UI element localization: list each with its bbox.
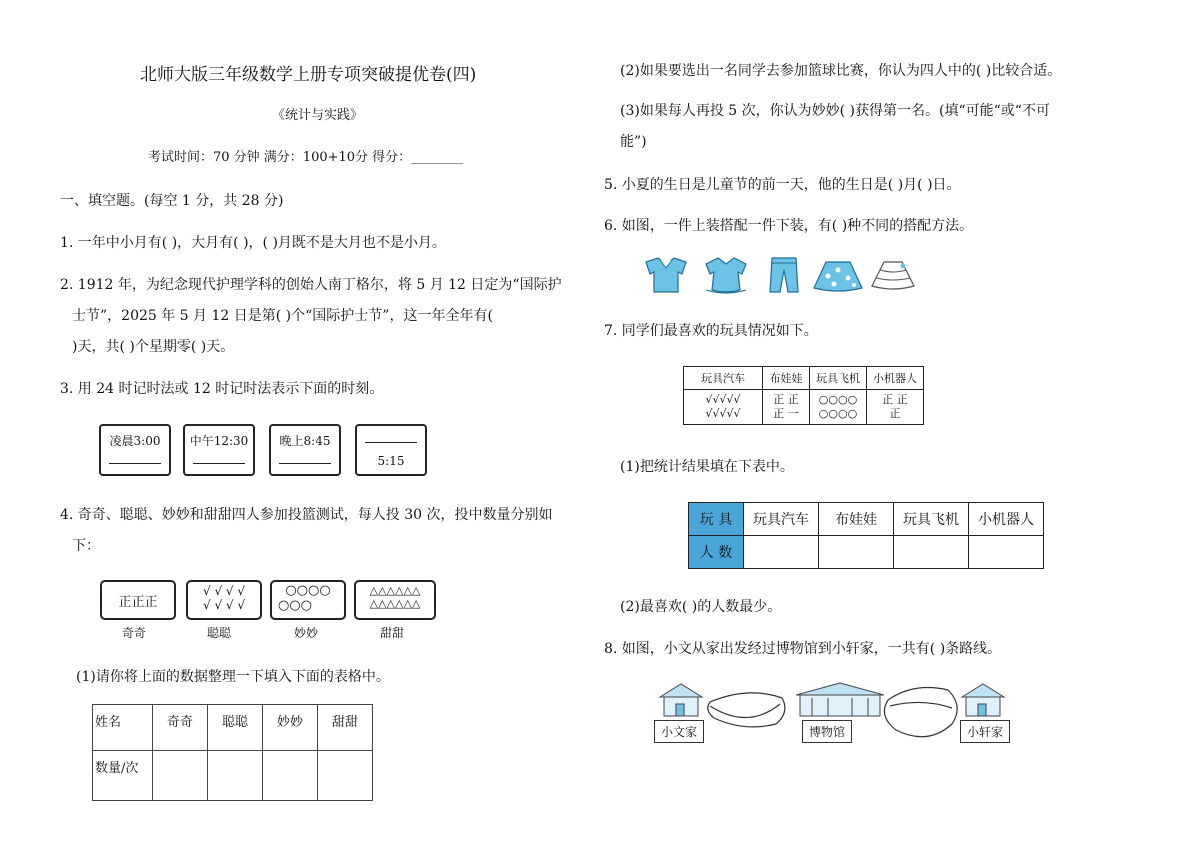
house-icon <box>962 684 1004 716</box>
tally-marks: √√√√√ <box>705 407 741 420</box>
time-box-3 <box>269 424 341 476</box>
question-4-line1: 4. 奇奇、聪聪、妙妙和甜甜四人参加投篮测试，每人投 30 次，投中数量分别如 <box>60 507 553 523</box>
time-box-4 <box>355 424 427 476</box>
table-cell: 玩具飞机 <box>810 367 867 390</box>
tally-marks: ○○○○ <box>285 583 331 598</box>
time-box-label: 凌晨3:00 <box>109 434 161 448</box>
table-cell-blank[interactable] <box>894 536 969 569</box>
tally-marks: △△△△△△ <box>369 584 421 597</box>
question-4-sub3-line1: (3)如果每人再投 5 次，你认为妙妙( )获得第一名。(填“可能“或“不可 <box>620 103 1050 119</box>
table-cell-blank[interactable] <box>744 536 819 569</box>
question-1: 1. 一年中小月有( )，大月有( )，( )月既不是大月也不是小月。 <box>60 235 446 251</box>
question-6: 6. 如图，一件上装搭配一件下装，有( )种不同的搭配方法。 <box>604 218 974 234</box>
question-7: 7. 同学们最喜欢的玩具情况如下。 <box>604 323 818 339</box>
polka-skirt-icon <box>814 262 862 291</box>
question-4-line2: 下： <box>72 538 100 554</box>
tally-marks: √ √ √ √ <box>202 584 246 598</box>
score-table <box>92 704 373 801</box>
tally-box-miaomiao <box>270 580 346 620</box>
table-header-cell: 玩 具 <box>689 503 744 536</box>
table-cell-blank[interactable] <box>969 536 1044 569</box>
table-cell-blank[interactable] <box>153 751 208 801</box>
time-box-label: 5:15 <box>377 454 405 468</box>
clothes-illustration <box>636 254 926 296</box>
tally-marks: 正 正 <box>773 393 799 406</box>
location-label: 博物馆 <box>802 720 852 743</box>
tally-marks: 正 正 <box>882 393 908 406</box>
student-name: 妙妙 <box>294 626 319 640</box>
table-cell: 布娃娃 <box>819 503 894 536</box>
table-cell: 妙妙 <box>263 705 318 751</box>
table-cell: 布娃娃 <box>763 367 810 390</box>
student-name: 甜甜 <box>380 626 405 640</box>
table-cell: 甜甜 <box>318 705 373 751</box>
table-cell-blank[interactable] <box>263 751 318 801</box>
table-header-cell: 人 数 <box>689 536 744 569</box>
tally-marks: ○○○○ <box>818 393 858 406</box>
question-2-line3: )天，共( )个星期零( )天。 <box>72 339 235 355</box>
table-cell <box>867 390 924 425</box>
tally-marks: ○○○○ <box>818 407 858 420</box>
table-cell: 玩具飞机 <box>894 503 969 536</box>
question-8: 8. 如图，小文从家出发经过博物馆到小轩家，一共有( )条路线。 <box>604 641 1002 657</box>
table-cell-blank[interactable] <box>318 751 373 801</box>
blouse-icon <box>706 258 746 293</box>
table-cell: 玩具汽车 <box>744 503 819 536</box>
question-5: 5. 小夏的生日是儿童节的前一天，他的生日是( )月( )日。 <box>604 177 961 193</box>
question-7-sub2: (2)最喜欢( )的人数最少。 <box>620 599 782 615</box>
survey-table <box>683 366 924 425</box>
page-subtitle: 《统计与实践》 <box>272 108 364 123</box>
question-4-sub3-line2: 能”) <box>620 134 647 150</box>
time-box-label: 晚上8:45 <box>279 434 331 448</box>
answer-line <box>193 463 245 464</box>
time-box-label: 中午12:30 <box>189 434 249 448</box>
museum-icon <box>796 683 884 716</box>
shirt-icon <box>646 258 686 292</box>
tally-box-tiantian <box>354 580 436 620</box>
question-2-line1: 2. 1912 年，为纪念现代护理学科的创始人南丁格尔，将 5 月 12 日定为“国际护 <box>60 277 562 293</box>
answer-line <box>279 463 331 464</box>
time-box-2 <box>183 424 255 476</box>
location-label: 小文家 <box>654 720 704 743</box>
question-2-line2: 士节”，2025 年 5 月 12 日是第( )个“国际护士节”，这一年全年有( <box>72 308 493 324</box>
student-name: 聪聪 <box>207 626 232 640</box>
question-4-sub1: (1)请你将上面的数据整理一下填入下面的表格中。 <box>76 669 390 685</box>
table-cell: 姓名 <box>93 705 153 751</box>
question-7-sub1: (1)把统计结果填在下表中。 <box>620 459 794 475</box>
road-1 <box>708 693 785 727</box>
exam-info: 考试时间：70 分钟 满分：100+10分 得分：________ <box>148 150 464 165</box>
table-cell-blank[interactable] <box>819 536 894 569</box>
answer-line <box>365 442 417 443</box>
ruffle-skirt-icon <box>872 262 914 289</box>
table-cell <box>810 390 867 425</box>
tally-marks: 正正正 <box>118 595 158 610</box>
tally-marks: 正 一 <box>773 407 799 420</box>
tally-marks: ○○○ <box>278 598 313 613</box>
table-cell <box>684 390 763 425</box>
table-cell: 玩具汽车 <box>684 367 763 390</box>
tally-box-congcong <box>186 580 262 620</box>
pants-icon <box>770 258 798 292</box>
table-cell-blank[interactable] <box>208 751 263 801</box>
table-cell: 数量/次 <box>93 751 153 801</box>
tally-marks: 正 <box>889 407 901 420</box>
question-3: 3. 用 24 时记时法或 12 时记时法表示下面的时刻。 <box>60 381 384 397</box>
table-cell: 小机器人 <box>969 503 1044 536</box>
table-cell <box>763 390 810 425</box>
tally-marks: √√√√√ <box>705 393 741 406</box>
tally-box-qiqi <box>100 580 176 620</box>
page-title: 北师大版三年级数学上册专项突破提优卷(四) <box>140 65 477 85</box>
road-2 <box>884 688 957 737</box>
table-cell: 奇奇 <box>153 705 208 751</box>
table-cell: 聪聪 <box>208 705 263 751</box>
result-table <box>688 502 1044 569</box>
question-4-sub2: (2)如果要选出一名同学去参加篮球比赛，你认为四人中的( )比较合适。 <box>620 63 1062 79</box>
time-box-1 <box>99 424 171 476</box>
answer-line <box>109 463 161 464</box>
section-heading: 一、填空题。(每空 1 分，共 28 分) <box>60 193 284 209</box>
tally-marks: √ √ √ √ <box>202 598 246 612</box>
tally-marks: △△△△△△ <box>369 597 421 610</box>
student-name: 奇奇 <box>122 626 147 640</box>
house-icon <box>660 684 702 716</box>
location-label: 小轩家 <box>960 720 1010 743</box>
table-cell: 小机器人 <box>867 367 924 390</box>
